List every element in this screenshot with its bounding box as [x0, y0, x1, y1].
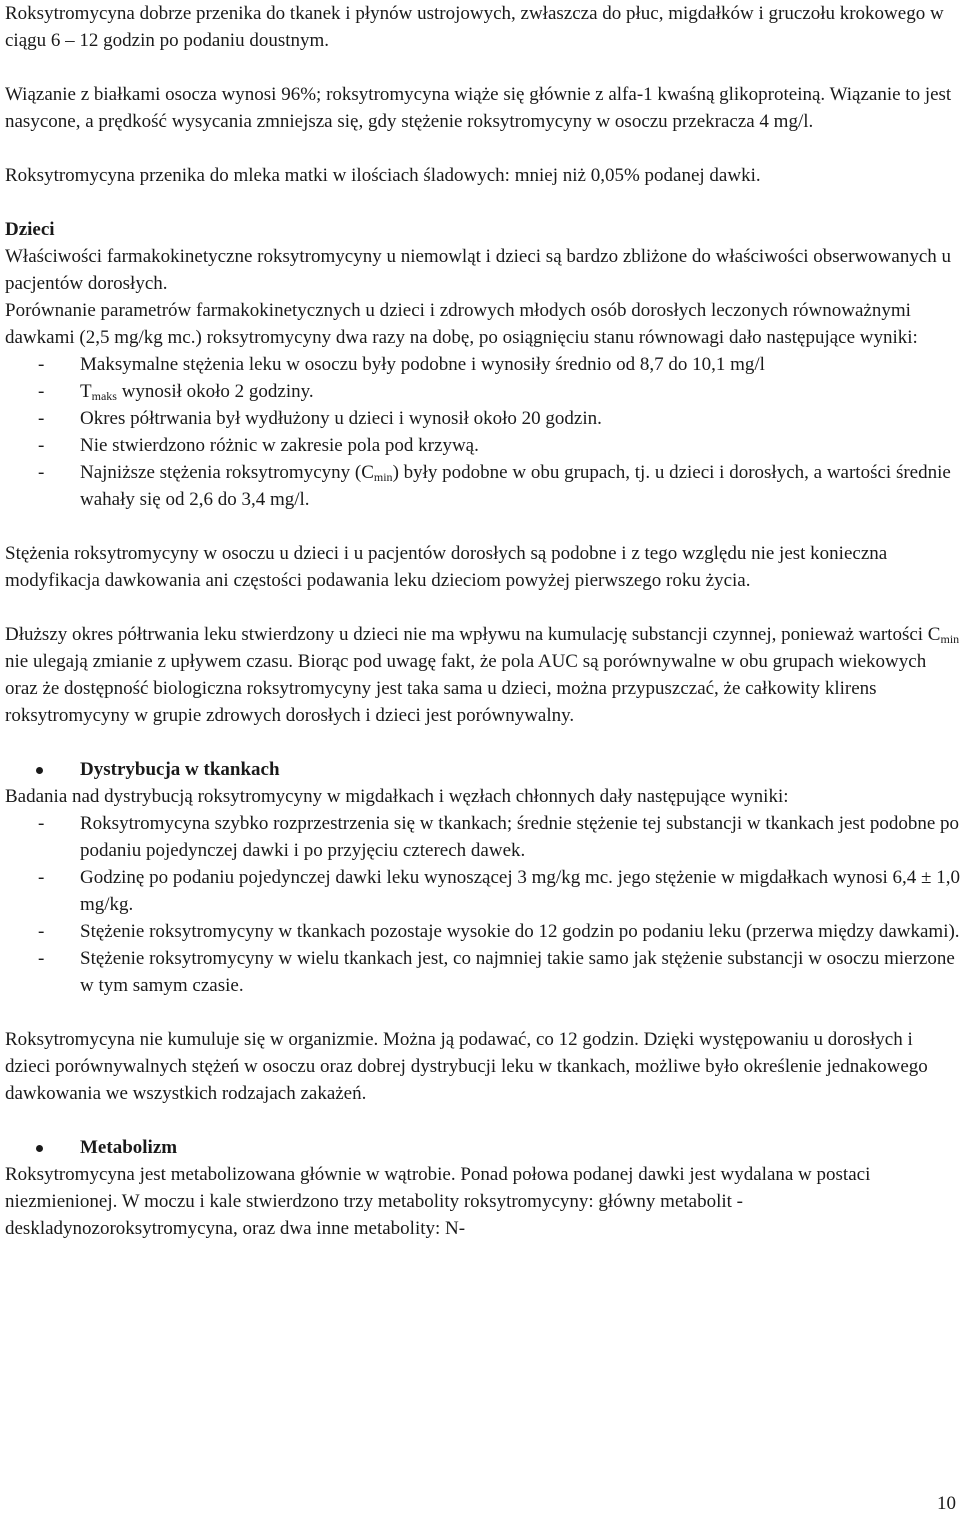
paragraph-tonsils-study: Badania nad dystrybucją roksytromycyny w migdałkach i węzłach chłonnych dały następujące wyniki: [5, 786, 789, 807]
bullet-icon [36, 767, 43, 774]
list-item-text: Stężenie roksytromycyny w wielu tkankach jest, co najmniej takie samo jak stężenie substancji w osoczu mierzone w tym samym czasie. [80, 948, 955, 996]
section-heading-metabolism [5, 1134, 960, 1161]
list-dash: - [38, 867, 45, 888]
list-dash: - [38, 948, 45, 969]
section-heading-distribution [5, 756, 960, 783]
list-dash: - [38, 408, 45, 429]
list-item [5, 945, 960, 999]
paragraph-distribution-tissues: Roksytromycyna dobrze przenika do tkanek i płynów ustrojowych, zwłaszcza do płuc, migdałków i gruczołu krokowego w ciągu 6 – 12 godzin po podaniu doustnym. [5, 3, 944, 51]
bullet-icon [36, 1145, 43, 1152]
paragraph-children-pk: Właściwości farmakokinetyczne roksytromycyny u niemowląt i dzieci są bardzo zbliżone do właściwości obserwowanych u pacjentów dorosłych. [5, 246, 952, 294]
paragraph-metabolism: Roksytromycyna jest metabolizowana głównie w wątrobie. Ponad połowa podanej dawki jest wydalana w postaci niezmienionej. W moczu i kale stwierdzono trzy metabolity roksytromycyny: główny metabolit - deskladynozoroksytromycyna, oraz dwa inne metabolity: N- [5, 1164, 871, 1239]
list-dash: - [38, 435, 45, 456]
list-item [5, 432, 960, 459]
list-item [5, 378, 960, 405]
list-item [5, 864, 960, 918]
paragraph-no-dose-adjustment: Stężenia roksytromycyny w osoczu u dzieci i u pacjentów dorosłych są podobne i z tego względu nie jest konieczna modyfikacja dawkowania ani częstości podawania leku dzieciom powyżej pierwszego roku życia. [5, 543, 888, 591]
paragraph-breast-milk: Roksytromycyna przenika do mleka matki w ilościach śladowych: mniej niż 0,05% podanej dawki. [5, 165, 761, 186]
list-item-text: Okres półtrwania był wydłużony u dzieci i wynosił około 20 godzin. [80, 408, 602, 429]
list-item [5, 810, 960, 864]
list-item-text-suffix: wynosił około 2 godziny. [116, 381, 314, 402]
list-item [5, 351, 960, 378]
list-item-text: Maksymalne stężenia leku w osoczu były podobne i wynosiły średnio od 8,7 do 10,1 mg/l [80, 354, 765, 375]
list-dash: - [38, 921, 45, 942]
list-item [5, 459, 960, 513]
list-dash: - [38, 381, 45, 402]
paragraph-no-accumulation: Roksytromycyna nie kumuluje się w organizmie. Można ją podawać, co 12 godzin. Dzięki występowaniu u dorosłych i dzieci porównywalnych stężeń w osoczu oraz dobrej dystrybucji leku w tkankach, możliwe było określenie jednakowego dawkowania we wszystkich rodzajach zakażeń. [5, 1029, 928, 1104]
list-item [5, 918, 960, 945]
heading-children: Dzieci [5, 219, 55, 240]
paragraph-text-suffix: nie ulegają zmianie z upływem czasu. Biorąc pod uwagę fakt, że pola AUC są porównywalne w obu grupach wiekowych oraz że dostępność biologiczna roksytromycyny jest taka sama u dzieci, można przypuszczać, że całkowity klirens roksytromycyny w grupie zdrowych dorosłych i dzieci jest porównywalny. [5, 651, 927, 726]
subscript-maks: maks [91, 389, 117, 403]
list-item-text: Nie stwierdzono różnic w zakresie pola pod krzywą. [80, 435, 479, 456]
list-item-text-prefix: T [80, 381, 92, 402]
paragraph-text-prefix: Dłuższy okres półtrwania leku stwierdzony u dzieci nie ma wpływu na kumulację substancji czynnej, ponieważ wartości C [5, 624, 941, 645]
section-heading-text: Metabolizm [80, 1137, 178, 1158]
list-dash: - [38, 354, 45, 375]
document-page [5, 0, 960, 1242]
list-item-text: Godzinę po podaniu pojedynczej dawki leku wynoszącej 3 mg/kg mc. jego stężenie w migdałkach wynosi 6,4 ± 1,0 mg/kg. [80, 867, 960, 915]
list-item-text-prefix: Najniższe stężenia roksytromycyny (C [80, 462, 374, 483]
results-list [5, 351, 960, 513]
section-heading-text: Dystrybucja w tkankach [80, 759, 280, 780]
subscript-min: min [940, 632, 960, 646]
paragraph-half-life [5, 621, 960, 729]
paragraph-comparison: Porównanie parametrów farmakokinetycznych u dzieci i zdrowych młodych osób dorosłych leczonych równoważnymi dawkami (2,5 mg/kg mc.) roksytromycyny dwa razy na dobę, po osiągnięciu stanu równowagi dało następujące wyniki: [5, 300, 918, 348]
list-item-text-suffix: ) były podobne w obu grupach, tj. u dzieci i dorosłych, a wartości średnie wahały się od 2,6 do 3,4 mg/l. [80, 462, 951, 510]
list-dash: - [38, 813, 45, 834]
distribution-list [5, 810, 960, 999]
page-number: 10 [937, 1493, 956, 1514]
list-item-text: Stężenie roksytromycyny w tkankach pozostaje wysokie do 12 godzin po podaniu leku (przerwa między dawkami). [80, 921, 960, 942]
list-dash: - [38, 462, 45, 483]
list-item-text: Roksytromycyna szybko rozprzestrzenia się w tkankach; średnie stężenie tej substancji w tkankach jest podobne po podaniu pojedynczej dawki i po przyjęciu czterech dawek. [80, 813, 960, 861]
subscript-min: min [373, 470, 393, 484]
paragraph-protein-binding: Wiązanie z białkami osocza wynosi 96%; roksytromycyna wiąże się głównie z alfa-1 kwaśną glikoproteiną. Wiązanie to jest nasycone, a prędkość wysycania zmniejsza się, gdy stężenie roksytromycyny w osoczu przekracza 4 mg/l. [5, 84, 952, 132]
list-item [5, 405, 960, 432]
